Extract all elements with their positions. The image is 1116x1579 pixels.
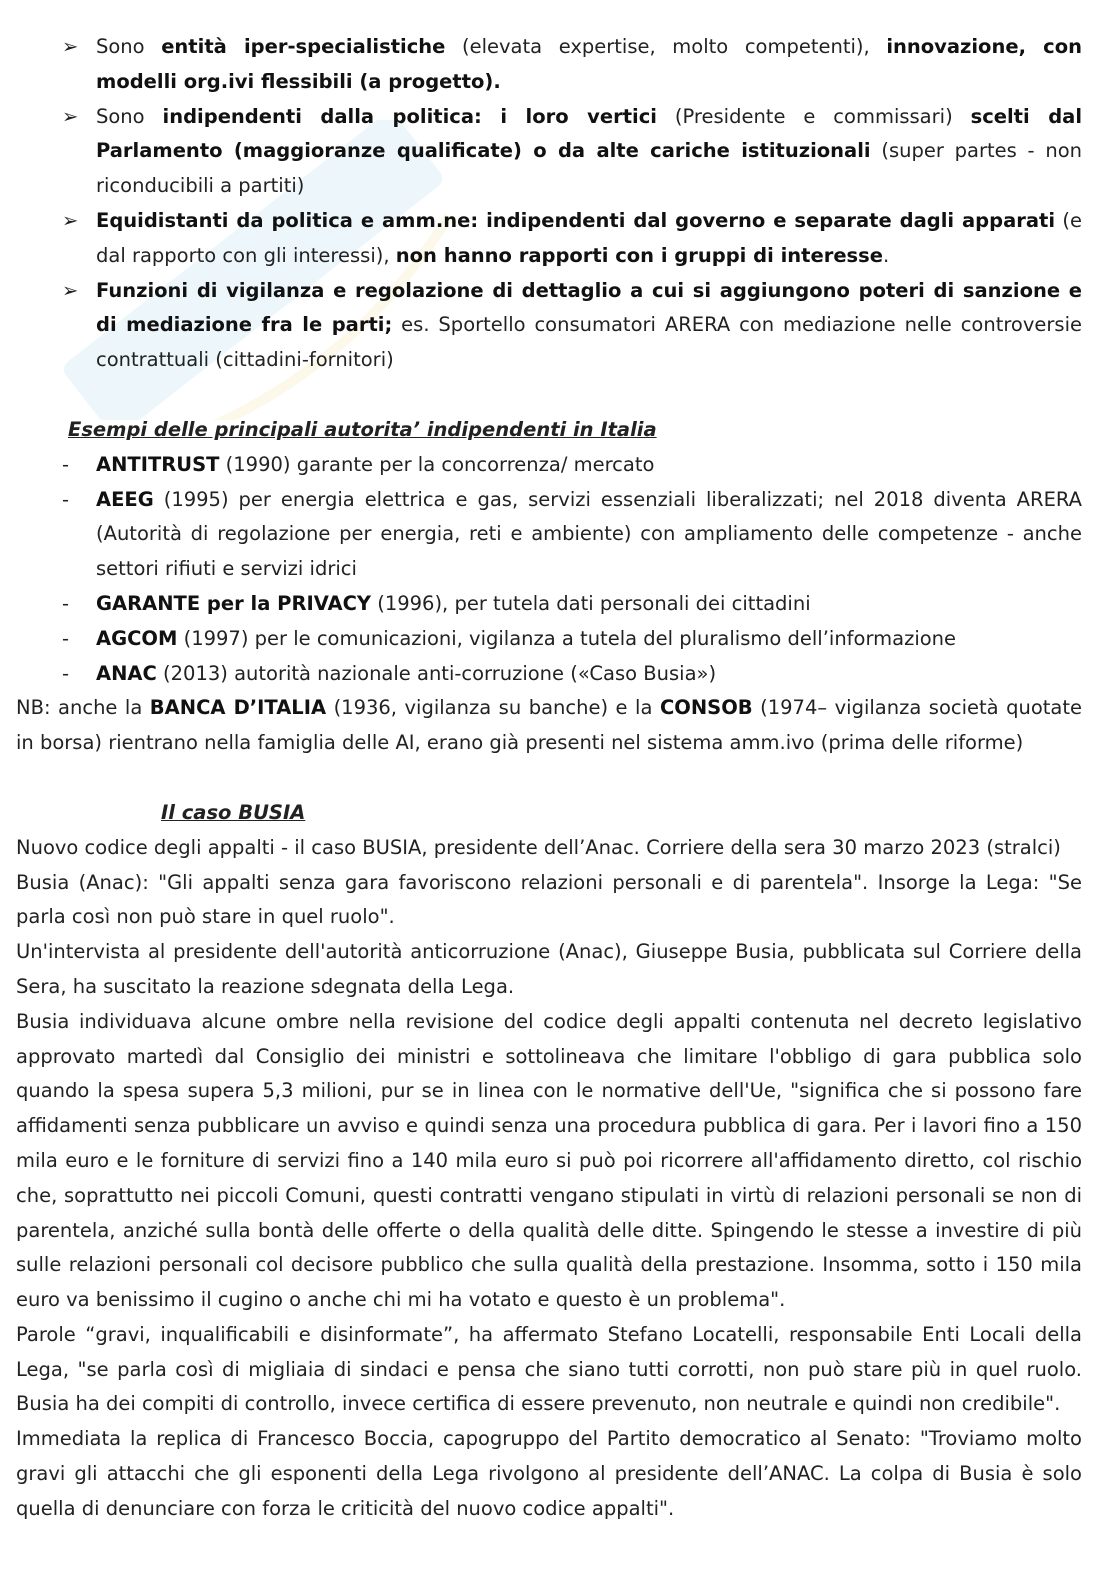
list-item: ➢ Sono indipendenti dalla politica: i loro vertici (Presidente e commissari) scelti dal Parlamento (maggioranze qualificate) o da alte cariche istituzionali (super partes - non riconducibili a partiti) (16, 100, 1082, 204)
arrow-marker: ➢ (62, 104, 79, 128)
list-item: ➢ Equidistanti da politica e amm.ne: indipendenti dal governo e separate dagli apparati (e dal rapporto con gli interessi), non hanno rapporti con i gruppi di interesse. (16, 204, 1082, 274)
dash-marker: - (62, 661, 70, 685)
paragraph: Immediata la replica di Francesco Boccia, capogruppo del Partito democratico al Senato: "Troviamo molto gravi gli attacchi che gli esponenti della Lega rivolgono al presidente dell’ANAC. La colpa di Busia è solo quella di denunciare con forza le criticità del nuovo codice appalti". (16, 1427, 1082, 1520)
section-heading (16, 796, 1082, 831)
dash-marker: - (62, 591, 70, 615)
dash-marker: - (62, 626, 70, 650)
busia-article (16, 831, 1082, 1527)
paragraph: Parole “gravi, inqualificabili e disinformate”, ha affermato Stefano Locatelli, responsabile Enti Locali della Lega, "se parla così di migliaia di sindaci e pensa che siano tutti corrotti, non può stare più in quel ruolo. Busia ha dei compiti di controllo, invece certifica di essere prevenuto, non neutrale e quindi non credibile". (16, 1322, 1082, 1416)
list-item: - GARANTE per la PRIVACY (1996), per tutela dati personali dei cittadini (16, 587, 1082, 622)
document-page (16, 30, 1082, 1527)
examples-list (16, 448, 1082, 692)
dash-marker: - (62, 487, 70, 511)
list-item: ➢ Funzioni di vigilanza e regolazione di dettaglio a cui si aggiungono poteri di sanzione e di mediazione fra le parti; es. Sportello consumatori ARERA con mediazione nelle controversie contrattuali (cittadini-fornitori) (16, 274, 1082, 378)
list-item: - AGCOM (1997) per le comunicazioni, vigilanza a tutela del pluralismo dell’informazione (16, 622, 1082, 657)
list-item: ➢ Sono entità iper-specialistiche (elevata expertise, molto competenti), innovazione, con modelli org.ivi flessibili (a progetto). (16, 30, 1082, 100)
nb-paragraph: NB: anche la BANCA D’ITALIA (1936, vigilanza su banche) e la CONSOB (1974– vigilanza società quotate in borsa) rientrano nella famiglia delle AI, erano già presenti nel sistema amm.ivo (prima delle riforme) (16, 696, 1083, 755)
paragraph: Busia individuava alcune ombre nella revisione del codice degli appalti contenuta nel decreto legislativo approvato martedì dal Consiglio dei ministri e sottolineava che limitare l'obbligo di gara pubblica solo quando la spesa supera 5,3 milioni, pur se in linea con le normative dell'Ue, "significa che si possono fare affidamenti senza pubblicare un avviso e quindi senza una procedura pubblica di gara. Per i lavori fino a 150 mila euro e le forniture di servizi fino a 140 mila euro si può poi ricorrere all'affidamento diretto, col rischio che, soprattutto nei piccoli Comuni, questi contratti vengano stipulati in virtù di relazioni personali se non di parentela, anziché sulla bontà delle offerte o della qualità delle ditte. Spingendo le stesse a investire di più sulle relazioni personali col decisore pubblico che sulla qualità della prestazione. Insomma, sotto i 150 mila euro va benissimo il cugino o anche chi mi ha votato e questo è un problema". (16, 1009, 1082, 1312)
arrow-marker: ➢ (62, 35, 79, 58)
dash-marker: - (62, 452, 70, 476)
busia-heading: Il caso BUSIA (161, 800, 306, 824)
list-item: - AEEG (1995) per energia elettrica e gas, servizi essenziali liberalizzati; nel 2018 diventa ARERA (Autorità di regolazione per energia, reti e ambiente) con ampliamento delle competenze - anche settori rifiuti e servizi idrici (16, 483, 1082, 587)
section-heading (16, 413, 1082, 448)
features-bullet-list (16, 30, 1082, 378)
examples-heading: Esempi delle principali autorita’ indipendenti in Italia (68, 417, 657, 441)
arrow-marker: ➢ (62, 278, 79, 302)
list-item: - ANAC (2013) autorità nazionale anti-corruzione («Caso Busia») (16, 657, 1082, 692)
list-item: - ANTITRUST (1990) garante per la concorrenza/ mercato (16, 448, 1082, 483)
paragraph: Un'intervista al presidente dell'autorità anticorruzione (Anac), Giuseppe Busia, pubblicata sul Corriere della Sera, ha suscitato la reazione sdegnata della Lega. (16, 940, 1082, 998)
paragraph: Busia (Anac): "Gli appalti senza gara favoriscono relazioni personali e di parentela". Insorge la Lega: "Se parla così non può stare in quel ruolo". (16, 870, 1082, 929)
arrow-marker: ➢ (62, 208, 79, 232)
paragraph: Nuovo codice degli appalti - il caso BUSIA, presidente dell’Anac. Corriere della sera 30 marzo 2023 (stralci) (16, 835, 1061, 859)
